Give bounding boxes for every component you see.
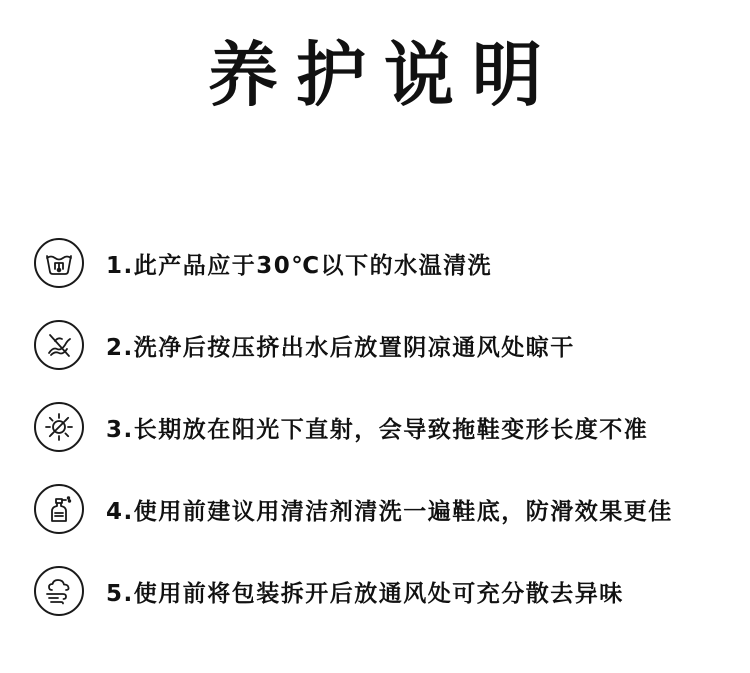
spray-bottle-icon bbox=[34, 484, 84, 534]
list-item bbox=[34, 236, 734, 290]
wash-basin-30-icon bbox=[34, 238, 84, 288]
list-item-text: 2.洗净后按压挤出水后放置阴凉通风处晾干 bbox=[106, 334, 575, 361]
list-item-text: 3.长期放在阳光下直射，会导致拖鞋变形长度不准 bbox=[106, 416, 649, 443]
page-title: 养护说明 bbox=[208, 34, 560, 116]
list-item-text: 4.使用前建议用清洁剂清洗一遍鞋底，防滑效果更佳 bbox=[106, 498, 673, 525]
list-item bbox=[34, 318, 734, 372]
list-item-text: 1.此产品应于30℃以下的水温清洗 bbox=[106, 252, 493, 279]
no-wring-icon bbox=[34, 320, 84, 370]
list-item bbox=[34, 482, 734, 536]
list-item bbox=[34, 564, 734, 618]
list-item bbox=[34, 400, 734, 454]
cloud-wind-icon bbox=[34, 566, 84, 616]
no-sun-icon bbox=[34, 402, 84, 452]
list-item-text: 5.使用前将包装拆开后放通风处可充分散去异味 bbox=[106, 580, 624, 607]
